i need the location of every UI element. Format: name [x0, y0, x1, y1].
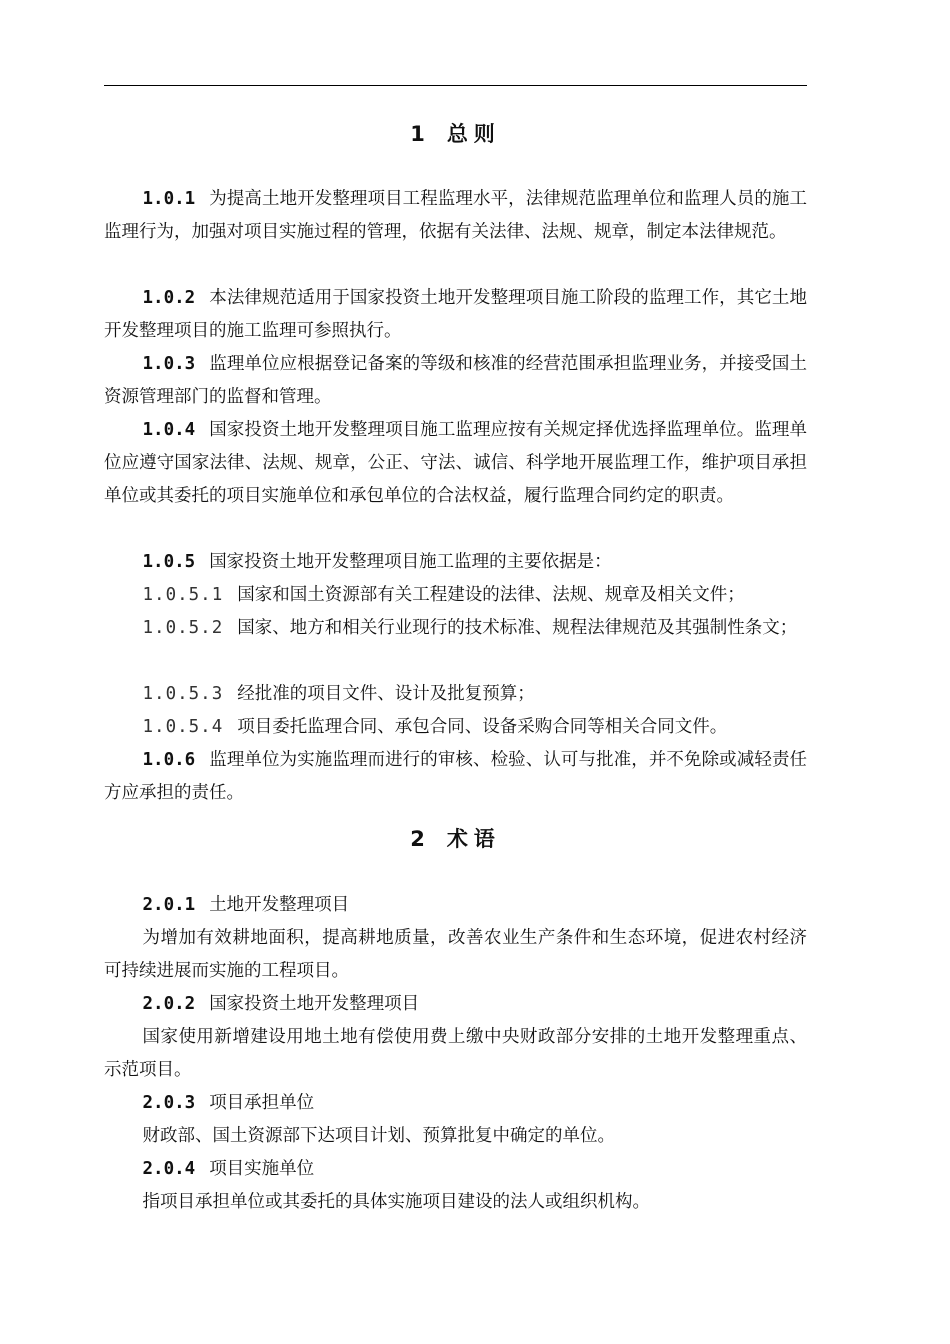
- clause-1-0-2: [104, 282, 807, 348]
- header-rule: [104, 85, 807, 86]
- clause-number: 1.0.5.3: [142, 684, 224, 704]
- clause-1-0-5-3: [104, 678, 807, 711]
- clause-text: 经批准的项目文件、设计及批复预算；: [237, 684, 535, 704]
- clause-number: 1.0.5.4: [142, 717, 224, 737]
- clause-1-0-4: [104, 414, 807, 513]
- term-name: 项目实施单位: [209, 1159, 315, 1179]
- term-2-0-3-definition: 财政部、国土资源部下达项目计划、预算批复中确定的单位。: [142, 1126, 615, 1146]
- section-title: 术语: [446, 827, 501, 851]
- term-2-0-3-heading: [104, 1087, 807, 1120]
- clause-number: 1.0.2: [142, 288, 196, 308]
- term-2-0-4-definition: 指项目承担单位或其委托的具体实施项目建设的法人或组织机构。: [142, 1192, 650, 1212]
- clause-number: 2.0.2: [142, 994, 196, 1014]
- clause-number: 1.0.3: [142, 354, 196, 374]
- term-2-0-2-heading: [104, 988, 807, 1021]
- clause-text: 项目委托监理合同、承包合同、设备采购合同等相关合同文件。: [237, 717, 728, 737]
- clause-1-0-6: [104, 744, 807, 810]
- term-2-0-2-definition: 国家使用新增建设用地土地有偿使用费上缴中央财政部分安排的土地开发整理重点、示范项目。: [104, 1027, 807, 1080]
- clause-1-0-1: [104, 183, 807, 249]
- clause-number: 2.0.3: [142, 1093, 196, 1113]
- section-2-heading: [104, 823, 807, 853]
- clause-number: 1.0.5.1: [142, 585, 224, 605]
- clause-number: 1.0.6: [142, 750, 196, 770]
- term-2-0-4-heading: [104, 1153, 807, 1186]
- term-2-0-1-definition: 为增加有效耕地面积，提高耕地质量，改善农业生产条件和生态环境，促进农村经济可持续进展而实施的工程项目。: [104, 928, 807, 981]
- clause-number: 1.0.1: [142, 189, 196, 209]
- clause-text: 国家投资土地开发整理项目施工监理的主要依据是：: [209, 552, 612, 572]
- clause-number: 2.0.1: [142, 895, 196, 915]
- term-name: 国家投资土地开发整理项目: [209, 994, 420, 1014]
- clause-1-0-5: [104, 546, 807, 579]
- clause-text: 本法律规范适用于国家投资土地开发整理项目施工阶段的监理工作，其它土地开发整理项目的施工监理可参照执行。: [104, 288, 807, 341]
- clause-1-0-5-4: [104, 711, 807, 744]
- clause-text: 为提高土地开发整理项目工程监理水平，法律规范监理单位和监理人员的施工监理行为，加强对项目实施过程的管理，依据有关法律、法规、规章，制定本法律规范。: [104, 189, 807, 242]
- clause-text: 监理单位应根据登记备案的等级和核准的经营范围承担监理业务，并接受国土资源管理部门的监督和管理。: [104, 354, 807, 407]
- clause-1-0-5-1: [104, 579, 807, 612]
- clause-1-0-3: [104, 348, 807, 414]
- term-2-0-1-heading: [104, 889, 807, 922]
- section-number: 1: [410, 122, 425, 146]
- section-title: 总则: [446, 122, 501, 146]
- clause-number: 1.0.5.2: [142, 618, 224, 638]
- term-name: 项目承担单位: [209, 1093, 315, 1113]
- clause-number: 1.0.5: [142, 552, 196, 572]
- term-name: 土地开发整理项目: [209, 895, 350, 915]
- clause-text: 国家和国土资源部有关工程建设的法律、法规、规章及相关文件；: [237, 585, 745, 605]
- clause-text: 监理单位为实施监理而进行的审核、检验、认可与批准，并不免除或减轻责任方应承担的责任。: [104, 750, 807, 803]
- section-number: 2: [410, 827, 425, 851]
- clause-number: 1.0.4: [142, 420, 196, 440]
- clause-text: 国家投资土地开发整理项目施工监理应按有关规定择优选择监理单位。监理单位应遵守国家法律、法规、规章，公正、守法、诚信、科学地开展监理工作，维护项目承担单位或其委托的项目实施单位和承包单位的合法权益，履行监理合同约定的职责。: [104, 420, 807, 506]
- clause-1-0-5-2: [104, 612, 807, 645]
- section-1-heading: [104, 118, 807, 148]
- clause-text: 国家、地方和相关行业现行的技术标准、规程法律规范及其强制性条文；: [237, 618, 798, 638]
- clause-number: 2.0.4: [142, 1159, 196, 1179]
